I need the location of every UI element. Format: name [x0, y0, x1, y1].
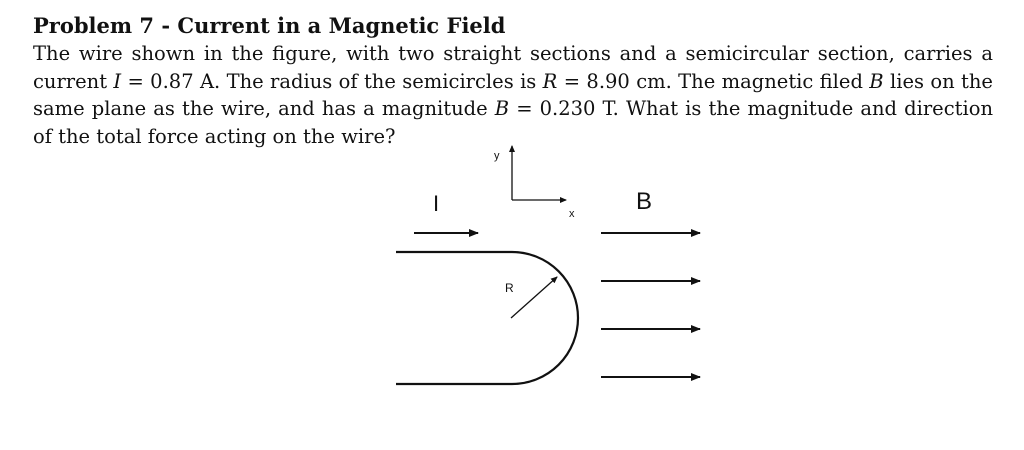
- coordinate-axes: [494, 146, 575, 220]
- problem-title: Problem 7 - Current in a Magnetic Field: [33, 13, 506, 38]
- statement-part-3: = 8.90 cm. The magnetic filed: [557, 69, 870, 93]
- statement-part-2: = 0.87 A. The radius of the semicircles is: [121, 69, 543, 93]
- current-label: I: [433, 191, 440, 216]
- wire: [396, 252, 578, 384]
- variable-field: B: [869, 69, 884, 93]
- statement-part-1: The wire shown in the figure, with two straight sections and a semicircular section, carries a current: [33, 42, 993, 93]
- x-axis-label: x: [569, 208, 575, 220]
- y-axis-label: y: [494, 150, 500, 162]
- variable-current: I: [113, 69, 122, 93]
- field-label: B: [636, 188, 653, 215]
- radius-label: R: [505, 281, 514, 295]
- variable-radius: R: [542, 69, 558, 93]
- radius-indicator: [505, 277, 557, 318]
- variable-field-magnitude: B: [494, 97, 510, 120]
- current-indicator: [414, 191, 478, 233]
- statement-part-5: = 0.230 T. What is the magnitude and direction of the total force acting on the wire?: [33, 97, 994, 148]
- magnetic-field: [601, 188, 700, 377]
- radius-arrow: [511, 277, 557, 318]
- statement-part-4: lies on the same plane as the wire, and has a magnitude: [33, 69, 993, 120]
